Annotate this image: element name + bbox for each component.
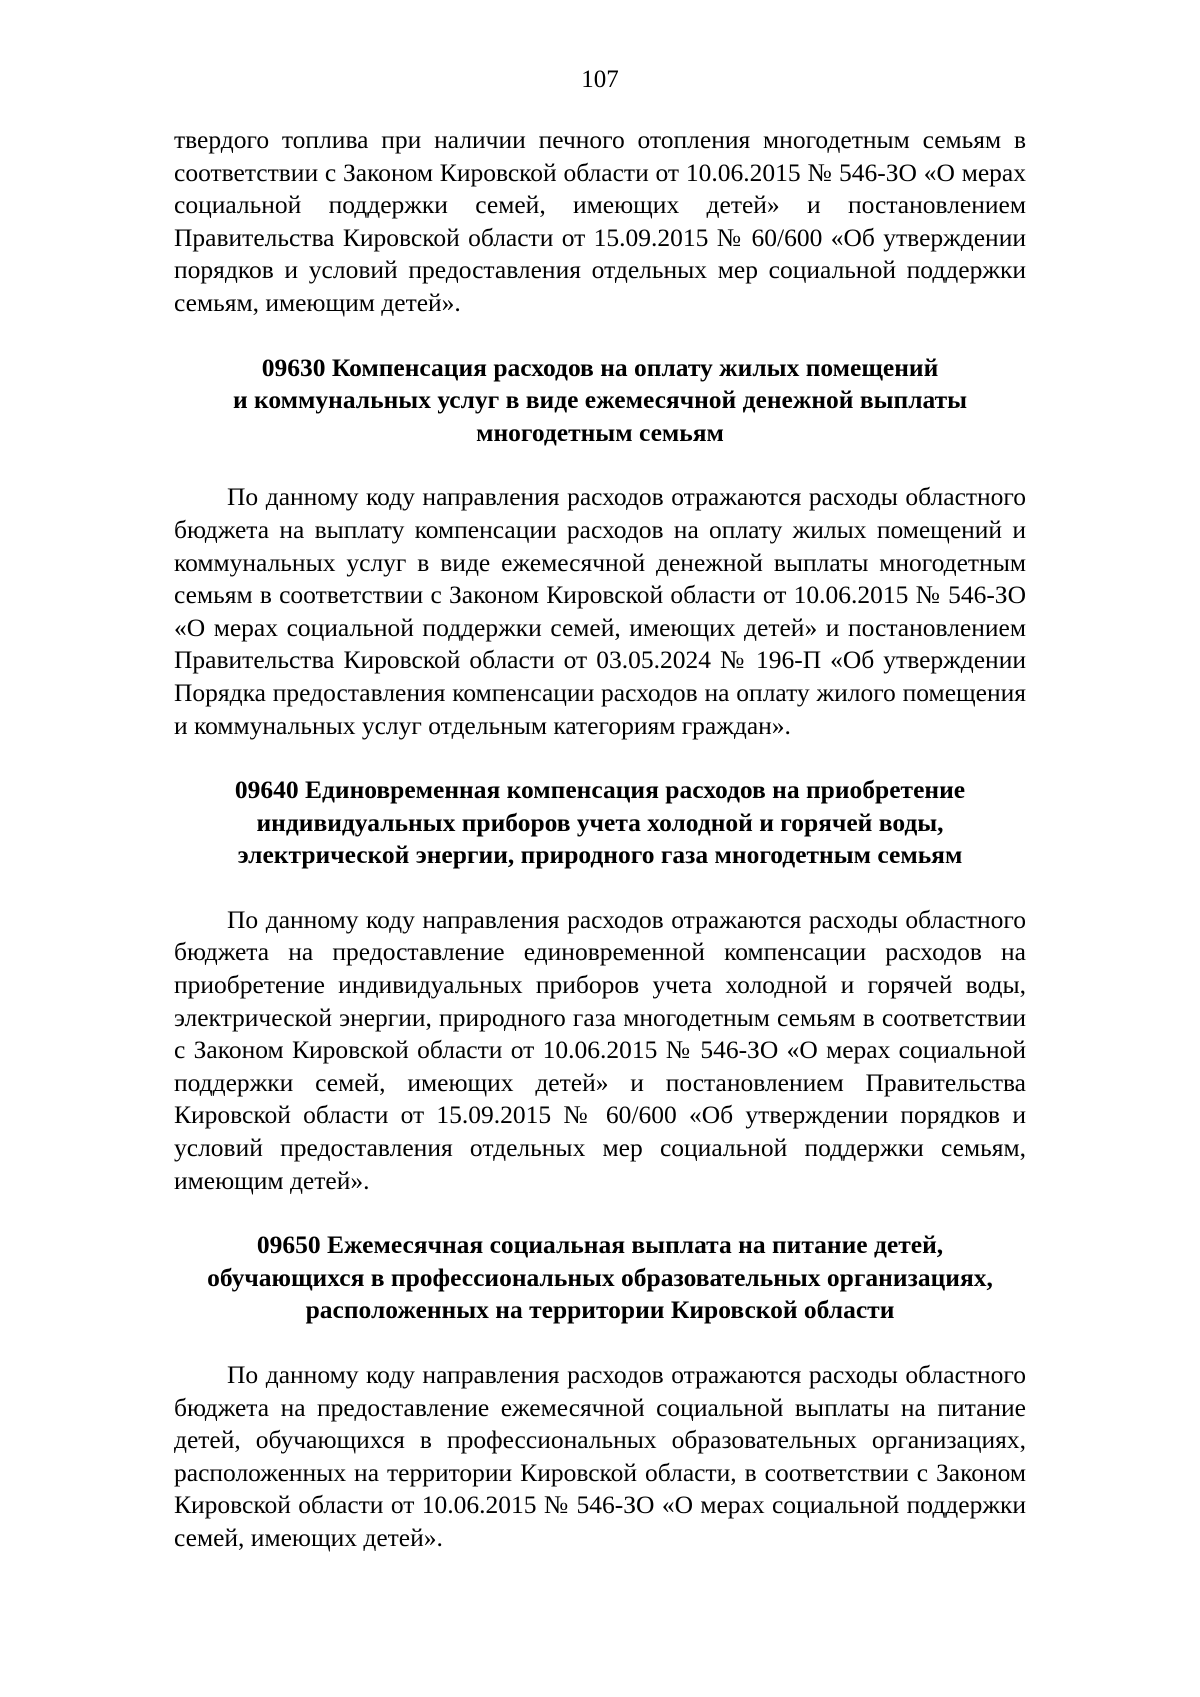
heading-line: многодетным семьям [476,417,724,447]
document-body [174,124,1026,1555]
heading-line: электрической энергии, природного газа многодетным семьям [237,840,963,870]
heading-line: 09650 Ежемесячная социальная выплата на питание детей, [256,1230,944,1260]
section-heading-09630 [174,352,1026,450]
page-number: 107 [581,66,619,93]
section-body-09630: По данному коду направления расходов отражаются расходы областного бюджета на выплату компенсации расходов на оплату жилых помещений и коммунальных услуг в виде ежемесячной денежной выплаты многодетным семьям в соответствии с Законом Кировской области от 10.06.2015 № 546-ЗО «О мерах социальной поддержки семей, имеющих детей» и постановлением Правительства Кировской области от 03.05.2024 № 196-П «Об утверждении Порядка предоставления компенсации расходов на оплату жилого помещения и коммунальных услуг отдельным категориям граждан». [174,482,1026,740]
heading-line: 09630 Компенсация расходов на оплату жилых помещений [261,352,939,382]
section-body-09640: По данному коду направления расходов отражаются расходы областного бюджета на предоставление единовременной компенсации расходов на приобретение индивидуальных приборов учета холодной и горячей воды, электрической энергии, природного газа многодетным семьям в соответствии с Законом Кировской области от 10.06.2015 № 546-ЗО «О мерах социальной поддержки семей, имеющих детей» и постановлением Правительства Кировской области от 15.09.2015 № 60/600 «Об утверждении порядков и условий предоставления отдельных мер социальной поддержки семьям, имеющим детей». [174,904,1026,1195]
heading-line: 09640 Единовременная компенсация расходов на приобретение [234,775,966,805]
heading-line: обучающихся в профессиональных образовательных организациях, [207,1262,993,1292]
section-body-09650: По данному коду направления расходов отражаются расходы областного бюджета на предоставление ежемесячной социальной выплаты на питание детей, обучающихся в профессиональных образовательных организациях, расположенных на территории Кировской области, в соответствии с Законом Кировской области от 10.06.2015 № 546-ЗО «О мерах социальной поддержки семей, имеющих детей». [174,1360,1026,1552]
section-heading-09640 [174,774,1026,872]
section-heading-09650 [174,1229,1026,1327]
intro-paragraph: твердого топлива при наличии печного отопления многодетным семьям в соответствии с Законом Кировской области от 10.06.2015 № 546-ЗО «О мерах социальной поддержки семей, имеющих детей» и постановлением Правительства Кировской области от 15.09.2015 № 60/600 «Об утверждении порядков и условий предоставления отдельных мер социальной поддержки семьям, имеющим детей». [174,125,1026,317]
heading-line: и коммунальных услуг в виде ежемесячной денежной выплаты [232,385,968,415]
heading-line: расположенных на территории Кировской области [305,1295,895,1325]
heading-line: индивидуальных приборов учета холодной и горячей воды, [256,807,944,837]
